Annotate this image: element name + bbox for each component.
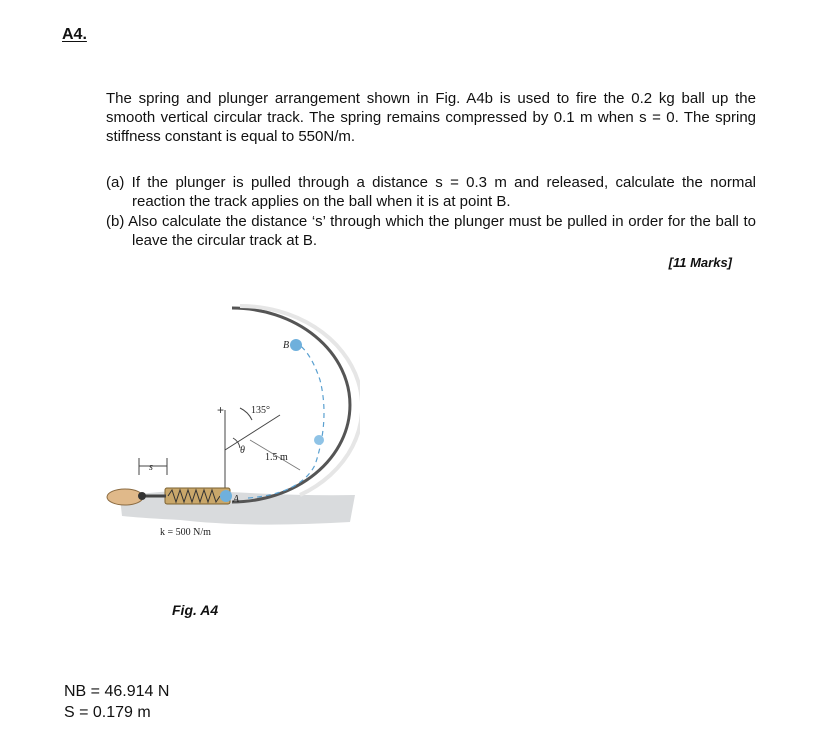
track-wall-shadow	[240, 306, 360, 495]
plunger-knob	[138, 492, 146, 500]
part-a-text: If the plunger is pulled through a distance s = 0.3 m and released, calculate the normal reaction the track applies on the ball when it is at point B.	[131, 174, 756, 210]
point-a-label: A	[233, 494, 240, 505]
answer-nb: NB = 46.914 N	[64, 683, 170, 700]
marks-label: [11 Marks]	[668, 255, 732, 270]
s-label: s	[149, 462, 153, 473]
answer-s: S = 0.179 m	[64, 704, 151, 721]
ball-a	[220, 490, 232, 502]
part-a	[106, 173, 756, 211]
radius-line	[225, 415, 280, 450]
hand	[107, 489, 143, 505]
angle-label: 135°	[251, 405, 270, 416]
ball-b	[290, 339, 302, 351]
part-a-label: (a)	[106, 174, 125, 191]
ball-mid	[314, 435, 324, 445]
spring-constant-label: k = 500 N/m	[160, 527, 211, 538]
radius-label: 1.5 m	[265, 452, 288, 463]
figure-caption: Fig. A4	[172, 602, 219, 618]
part-b-label: (b)	[106, 213, 125, 230]
problem-intro: The spring and plunger arrangement shown in Fig. A4b is used to fire the 0.2 kg ball up the smooth vertical circular track. The spring remains compressed by 0.1 m when s = 0. The spring stiffness constant is equal to 550N/m.	[106, 90, 756, 145]
question-number: A4.	[62, 26, 87, 43]
part-b-text: Also calculate the distance ‘s’ through which the plunger must be pulled in order for the ball to leave the circular track at B.	[128, 213, 756, 249]
theta-label: θ	[240, 445, 245, 456]
figure-a4	[100, 290, 360, 550]
point-b-label: B	[283, 340, 290, 351]
center-mark: +	[217, 403, 225, 417]
part-b	[106, 212, 756, 250]
